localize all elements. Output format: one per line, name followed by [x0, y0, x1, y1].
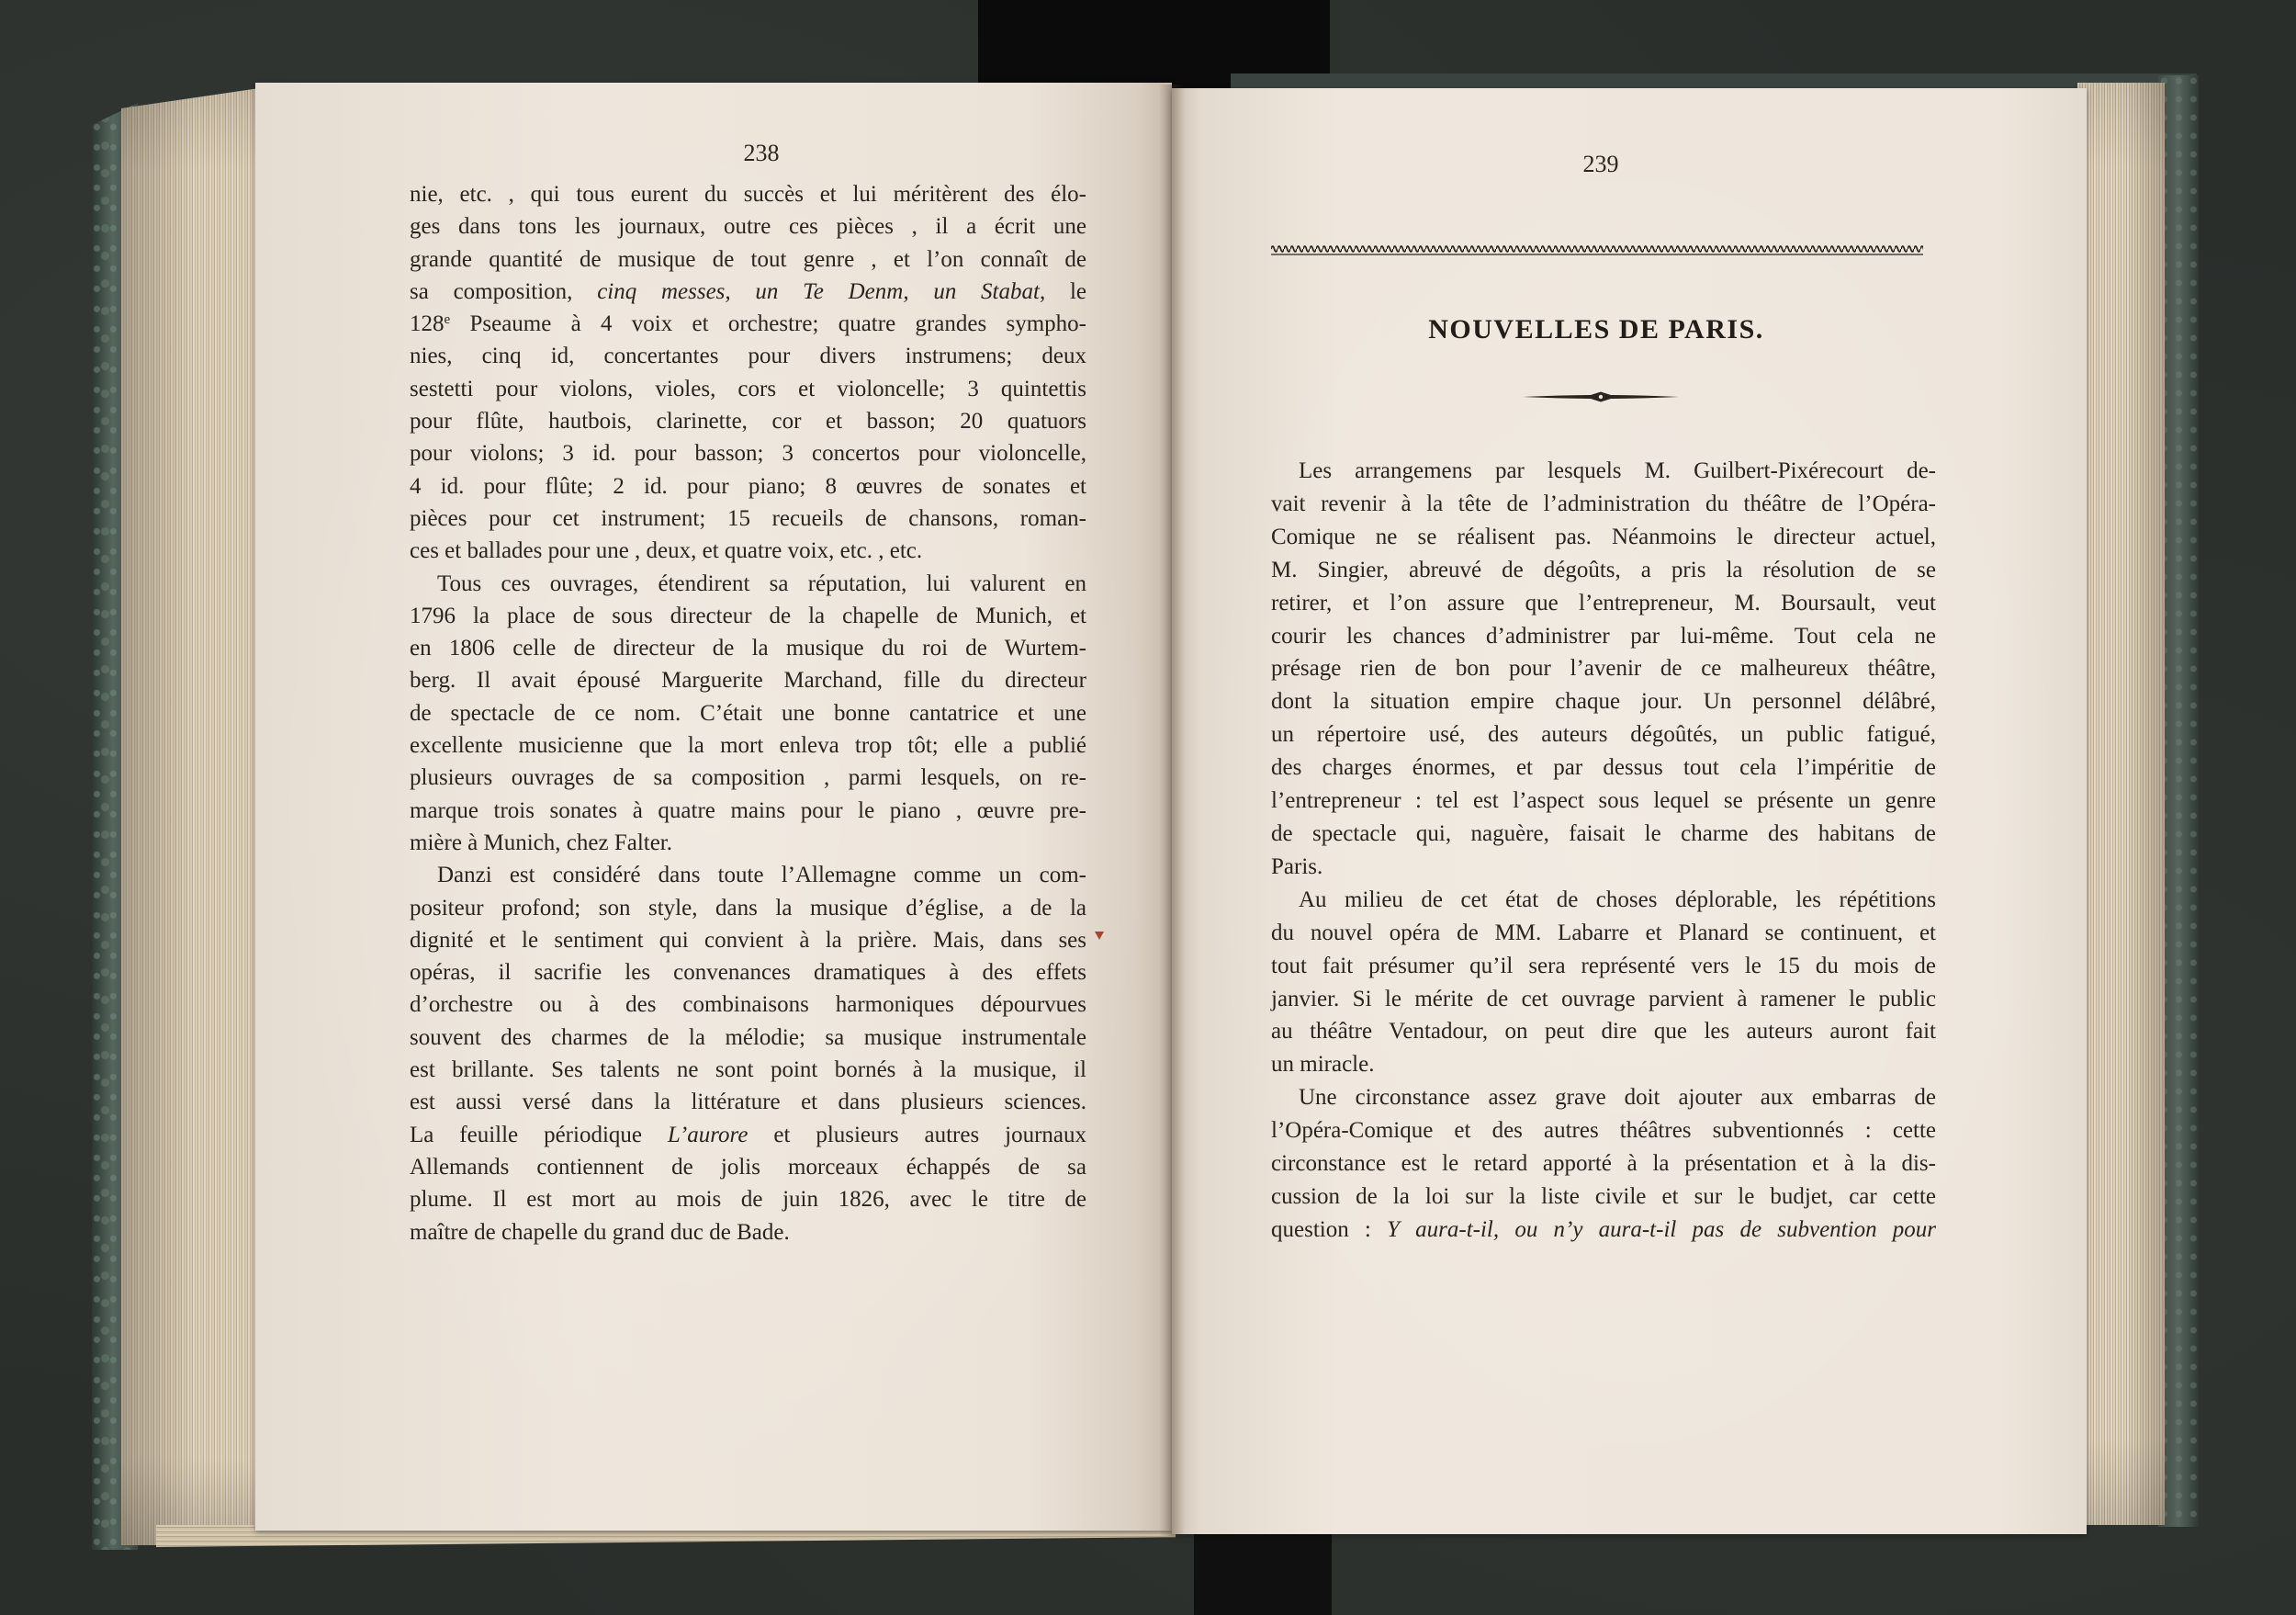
- text-line: ges dans tons les journaux, outre ces pièces , il a écrit une: [410, 214, 1086, 240]
- text-line: pour flûte, hautbois, clarinette, cor et basson; 20 quatuors: [410, 409, 1086, 435]
- text-line: dignité et le sentiment qui convient à la prière. Mais, dans ses: [410, 927, 1086, 953]
- text-line: présage rien de bon pour l’avenir de ce malheureux théâtre,: [1271, 656, 1936, 682]
- italic-text: L’aurore: [667, 1122, 748, 1147]
- text-line: 4 id. pour flûte; 2 id. pour piano; 8 œuvres de sonates et: [410, 473, 1086, 499]
- text-line: [1271, 1214, 1936, 1247]
- text-line: maître de chapelle du grand duc de Bade.: [410, 1219, 790, 1245]
- text-line: l’entrepreneur : tel est l’aspect sous lequel se présente un genre: [1271, 788, 1936, 814]
- text-line: nie, etc. , qui tous eurent du succès et lui méritèrent des élo-: [410, 182, 1086, 207]
- text-line: Allemands contiennent de jolis morceaux échappés de sa: [410, 1154, 1086, 1180]
- text-segment: et plusieurs autres journaux: [748, 1122, 1086, 1147]
- text-line: 1796 la place de sous directeur de la chapelle de Munich, et: [410, 603, 1086, 628]
- text-line: Paris.: [1271, 853, 1323, 879]
- text-line: Les arrangemens par lesquels M. Guilbert-Pixérecourt de-: [1299, 458, 1936, 483]
- text-line: ces et ballades pour une , deux, et quatre voix, etc. , etc.: [410, 538, 923, 564]
- text-line: Une circonstance assez grave doit ajouter aux embarras de: [1299, 1085, 1936, 1111]
- text-segment: sa composition,: [410, 278, 598, 304]
- book-gutter: [1159, 85, 1185, 1536]
- text-line: de spectacle de ce nom. C’était une bonne cantatrice et une: [410, 700, 1086, 726]
- text-segment: question :: [1271, 1216, 1388, 1242]
- text-line: est aussi versé dans la littérature et dans plusieurs sciences.: [410, 1090, 1086, 1115]
- page-body-text: [1271, 455, 1936, 1247]
- text-line: courir les chances d’administrer par lui-même. Tout cela ne: [1271, 623, 1936, 649]
- text-line: [410, 276, 1086, 308]
- text-line: [410, 1119, 1086, 1151]
- page-body-text: [410, 178, 1086, 1248]
- text-line: de spectacle qui, naguère, faisait le charme des habitans de: [1271, 820, 1936, 846]
- text-line: grande quantité de musique de tout genre , et l’on connaît de: [410, 246, 1086, 272]
- text-line: Comique ne se réalisent pas. Néanmoins le directeur actuel,: [1271, 524, 1936, 549]
- text-line: opéras, il sacrifie les convenances dramatiques à des effets: [410, 960, 1086, 986]
- text-line: cussion de la loi sur la liste civile et sur le budjet, car cette: [1271, 1183, 1936, 1209]
- text-segment: Pseaume à 4 voix et orchestre; quatre grandes sympho-: [450, 311, 1086, 337]
- page-number: 239: [1582, 151, 1619, 177]
- text-line: un miracle.: [1271, 1052, 1375, 1078]
- text-line: plume. Il est mort au mois de juin 1826, avec le titre de: [410, 1187, 1086, 1213]
- text-segment: 128: [410, 311, 445, 337]
- page-edges-right: [2077, 83, 2165, 1525]
- text-line: plusieurs ouvrages de sa composition , parmi lesquels, on re-: [410, 765, 1086, 791]
- text-line: d’orchestre ou à des combinaisons harmoniques dépourvues: [410, 992, 1086, 1018]
- text-segment: La feuille périodique: [410, 1122, 668, 1147]
- text-line: sestetti pour violons, violes, cors et violoncelle; 3 quintettis: [410, 376, 1086, 401]
- paragraph: [410, 859, 1086, 1248]
- text-line: tout fait présumer qu’il sera représenté vers le 15 du mois de: [1271, 953, 1936, 978]
- italic-text: cinq messes, un Te Denm, un Stabat,: [597, 278, 1046, 304]
- text-segment: le: [1045, 278, 1087, 304]
- text-line: vait revenir à la tête de l’administration du théâtre de l’Opéra-: [1271, 491, 1936, 516]
- text-line: retirer, et l’on assure que l’entrepreneur, M. Boursault, veut: [1271, 590, 1936, 616]
- text-line: circonstance est le retard apporté à la présentation et à la dis-: [1271, 1151, 1936, 1177]
- text-line: nies, cinq id, concertantes pour divers instrumens; deux: [410, 344, 1086, 369]
- text-line: dont la situation empire chaque jour. Un personnel délâbré,: [1271, 689, 1936, 715]
- paragraph: [410, 568, 1086, 860]
- text-line: des charges énormes, et par dessus tout cela l’impéritie de: [1271, 755, 1936, 781]
- paragraph: [1271, 1081, 1936, 1247]
- text-line: excellente musicienne que la mort enleva trop tôt; elle a publié: [410, 733, 1086, 759]
- text-line: marque trois sonates à quatre mains pour le piano , œuvre pre-: [410, 797, 1086, 823]
- text-line: est brillante. Ses talents ne sont point bornés à la musique, il: [410, 1057, 1086, 1083]
- paragraph: [410, 178, 1086, 568]
- italic-text: Y aura-t-il, ou n’y aura-t-il pas de subvention pour: [1387, 1216, 1936, 1242]
- text-line: janvier. Si le mérite de cet ouvrage parvient à ramener le public: [1271, 986, 1936, 1011]
- text-line: l’Opéra-Comique et des autres théâtres subventionnés : cette: [1271, 1118, 1936, 1144]
- text-line: M. Singier, abreuvé de dégoûts, a pris la résolution de se: [1271, 557, 1936, 582]
- text-line: pour violons; 3 id. pour basson; 3 concertos pour violoncelle,: [410, 441, 1086, 467]
- text-line: mière à Munich, chez Falter.: [410, 830, 672, 855]
- text-line: un répertoire usé, des auteurs dégoûtés, un public fatigué,: [1271, 722, 1936, 748]
- wavy-rule-ornament: [1271, 241, 1923, 257]
- text-line: Danzi est considéré dans toute l’Allemagne comme un com-: [437, 863, 1086, 888]
- text-line: au théâtre Ventadour, on peut dire que les auteurs auront fait: [1271, 1019, 1936, 1045]
- text-line: berg. Il avait épousé Marguerite Marchand, fille du directeur: [410, 668, 1086, 694]
- superscript-text: e: [444, 311, 451, 327]
- page-number: 238: [743, 140, 780, 166]
- text-line: en 1806 celle de directeur de la musique du roi de Wurtem-: [410, 636, 1086, 661]
- text-line: souvent des charmes de la mélodie; sa musique instrumentale: [410, 1024, 1086, 1050]
- section-title: NOUVELLES DE PARIS.: [1428, 314, 1764, 344]
- text-line: Au milieu de cet état de choses déplorable, les répétitions: [1299, 887, 1936, 912]
- red-ink-mark: [1095, 932, 1104, 940]
- text-line: du nouvel opéra de MM. Labarre et Planard se continuent, et: [1271, 920, 1936, 945]
- text-line: Tous ces ouvrages, étendirent sa réputation, lui valurent en: [437, 570, 1086, 596]
- text-line: [410, 308, 1086, 340]
- left-page: [255, 83, 1172, 1530]
- paragraph: [1271, 884, 1936, 1081]
- paragraph: [1271, 455, 1936, 884]
- text-line: pièces pour cet instrument; 15 recueils de chansons, roman-: [410, 505, 1086, 531]
- right-page: [1172, 88, 2087, 1534]
- title-ornament-rule: [1523, 390, 1679, 404]
- text-line: positeur profond; son style, dans la musique d’église, a de la: [410, 895, 1086, 920]
